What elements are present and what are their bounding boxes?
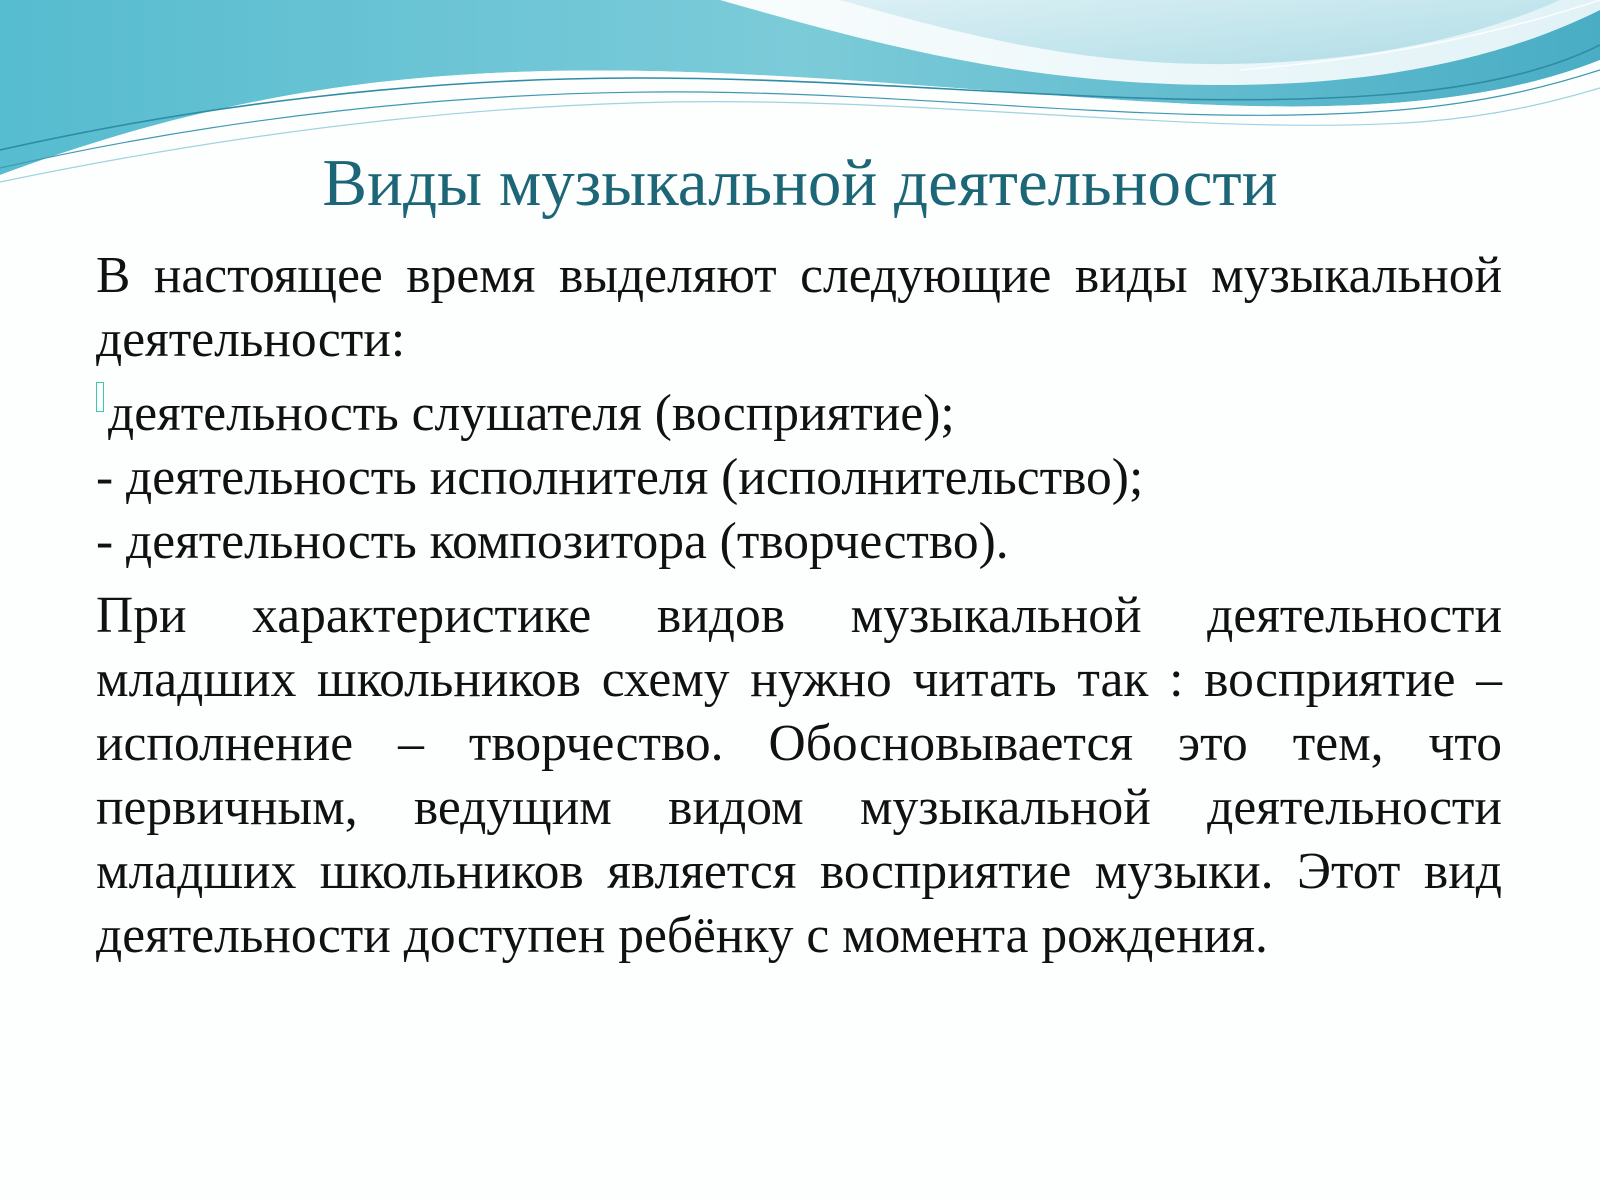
- intro-paragraph: В настоящее время выделяют следующие виды музыкальной деятельности:: [96, 247, 1502, 368]
- list-item: [96, 382, 1502, 446]
- activity-list: [96, 382, 1502, 574]
- bullet-icon: [96, 382, 104, 412]
- list-item: - деятельность исполнителя (исполнительство);: [96, 449, 1144, 506]
- explanation-paragraph: При характеристике видов музыкальной деятельности младших школьников схему нужно читать так : восприятие – исполнение – творчество. Обосновывается это тем, что первичным, ведущим видом музыкальной деятельности младших школьников является восприятие музыки. Этот вид деятельности доступен ребёнку с момента рождения.: [96, 587, 1502, 964]
- slide-title: Виды музыкальной деятельности: [322, 146, 1278, 220]
- list-item: - деятельность композитора (творчество).: [96, 513, 1009, 570]
- list-item-text: деятельность слушателя (восприятие);: [108, 385, 955, 442]
- slide-body: [96, 244, 1502, 968]
